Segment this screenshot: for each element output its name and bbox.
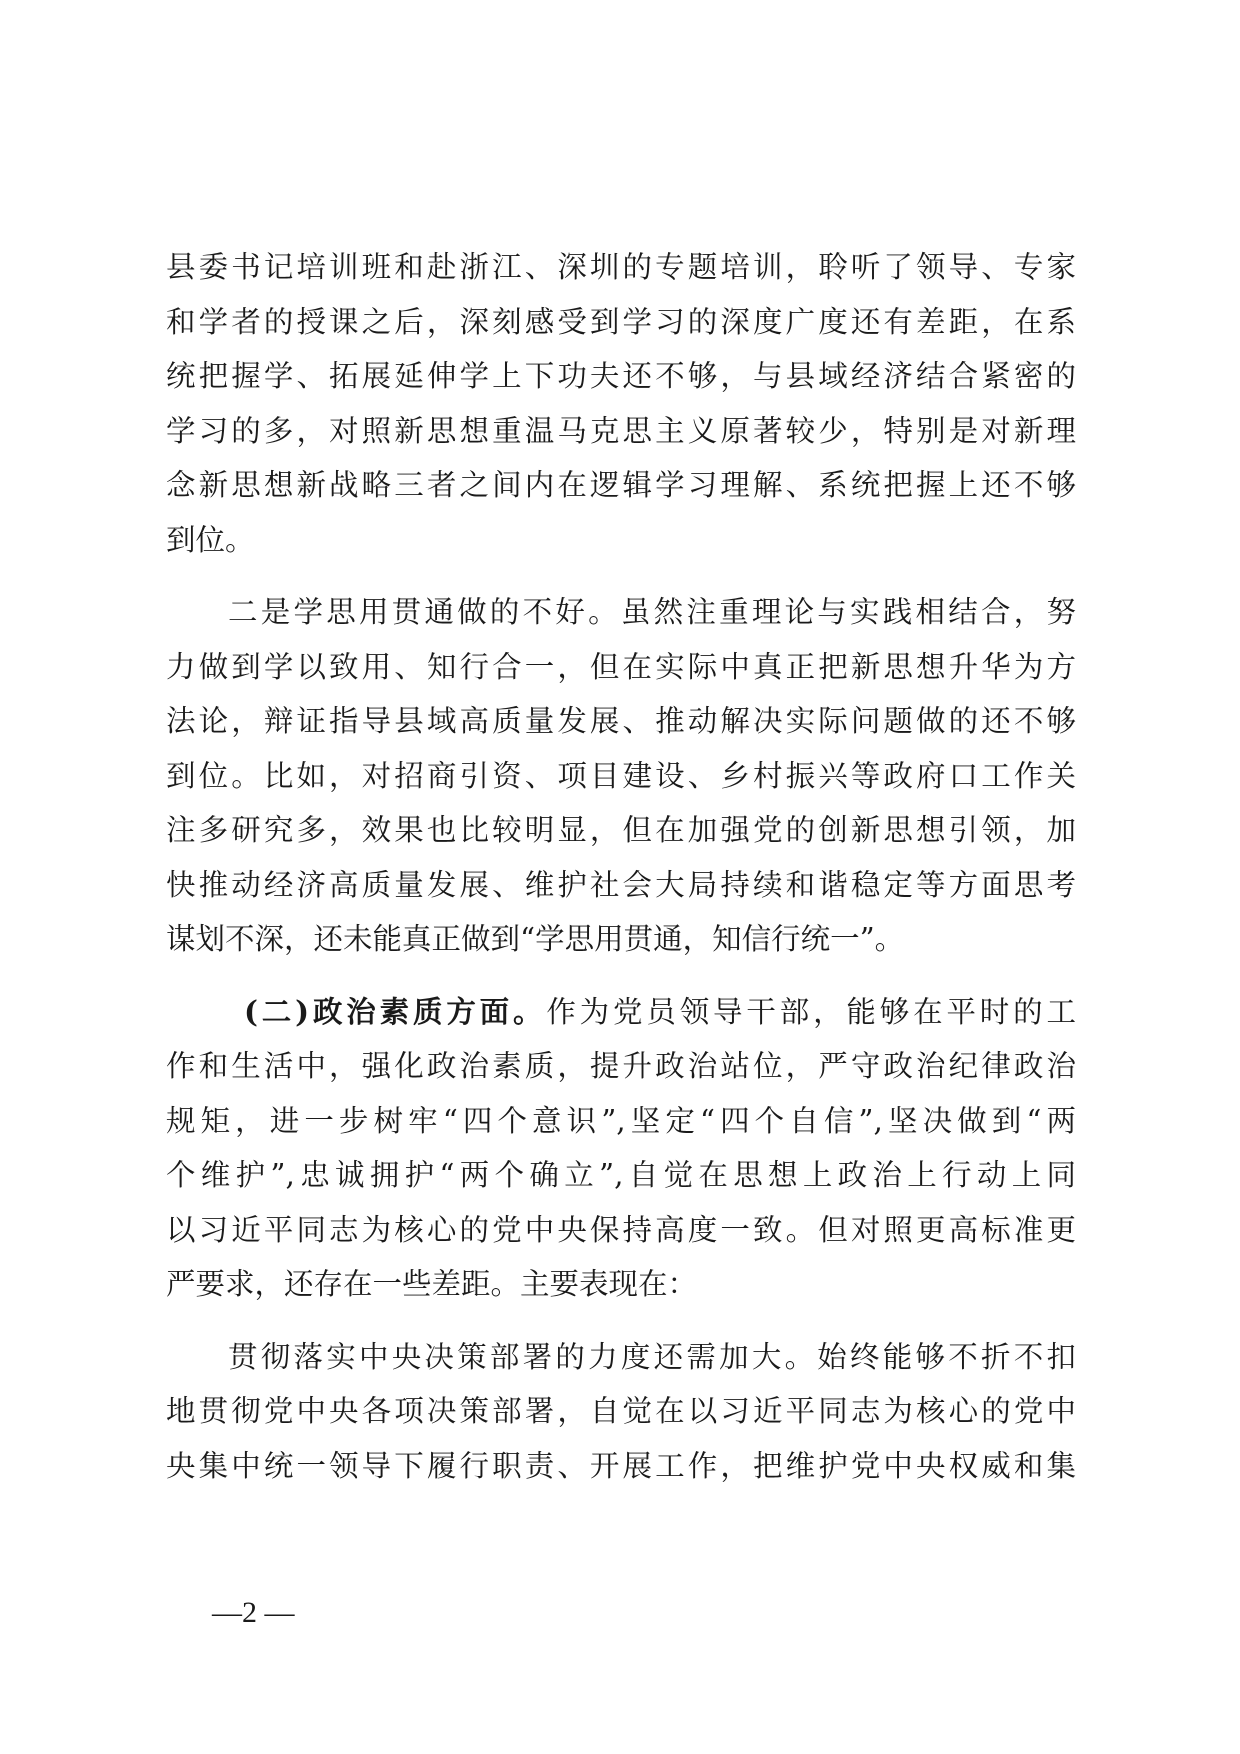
text-line: 严要求，还存在一些差距。主要表现在： (166, 1267, 698, 1301)
text-line: 县委书记培训班和赴浙江、深圳的专题培训，聆听了领导、专家 (166, 250, 1076, 284)
paragraph-1 (166, 240, 1076, 567)
paragraph-3 (166, 985, 1076, 1312)
text-line: 二是学思用贯通做的不好。虽然注重理论与实践相结合，努 (228, 595, 1076, 629)
text-line: 地贯彻党中央各项决策部署，自觉在以习近平同志为核心的党中 (166, 1394, 1076, 1428)
section-heading: (二)政治素质方面。 (244, 993, 547, 1029)
text-line: 法论，辩证指导县域高质量发展、推动解决实际问题做的还不够 (166, 704, 1076, 738)
text-line: 谋划不深，还未能真正做到“学思用贯通，知信行统一”。 (166, 922, 905, 956)
paragraph-4 (166, 1330, 1076, 1494)
text-line: 贯彻落实中央决策部署的力度还需加大。始终能够不折不扣 (228, 1339, 1076, 1374)
text-line: 快推动经济高质量发展、维护社会大局持续和谐稳定等方面思考 (166, 867, 1076, 902)
text-line: 和学者的授课之后，深刻感受到学习的深度广度还有差距，在系 (166, 304, 1076, 339)
text-line: 央集中统一领导下履行职责、开展工作，把维护党中央权威和集 (166, 1448, 1076, 1483)
text-line: 统把握学、拓展延伸学上下功夫还不够，与县域经济结合紧密的 (166, 359, 1076, 393)
text-line-rest: 作为党员领导干部，能够在平时的工 (546, 994, 1076, 1029)
body-text (166, 240, 1076, 1493)
text-line: 念新思想新战略三者之间内在逻辑学习理解、系统把握上还不够 (166, 468, 1076, 502)
text-line: 学习的多，对照新思想重温马克思主义原著较少，特别是对新理 (166, 413, 1076, 448)
page-number: —2 — (212, 1596, 295, 1629)
text-line: 规矩，进一步树牢“四个意识”,坚定“四个自信”,坚决做到“两 (166, 1103, 1076, 1138)
text-line: 注多研究多，效果也比较明显，但在加强党的创新思想引领，加 (166, 813, 1076, 847)
text-line: 力做到学以致用、知行合一，但在实际中真正把新思想升华为方 (166, 649, 1076, 684)
text-line: 到位。比如，对招商引资、项目建设、乡村振兴等政府口工作关 (166, 758, 1076, 793)
text-line: 作和生活中，强化政治素质，提升政治站位，严守政治纪律政治 (166, 1049, 1076, 1083)
paragraph-2 (166, 585, 1076, 967)
text-line: 到位。 (166, 522, 255, 557)
text-line: 以习近平同志为核心的党中央保持高度一致。但对照更高标准更 (166, 1212, 1076, 1247)
text-line: 个维护”,忠诚拥护“两个确立”,自觉在思想上政治上行动上同 (166, 1158, 1076, 1192)
text-line (166, 985, 1076, 1040)
